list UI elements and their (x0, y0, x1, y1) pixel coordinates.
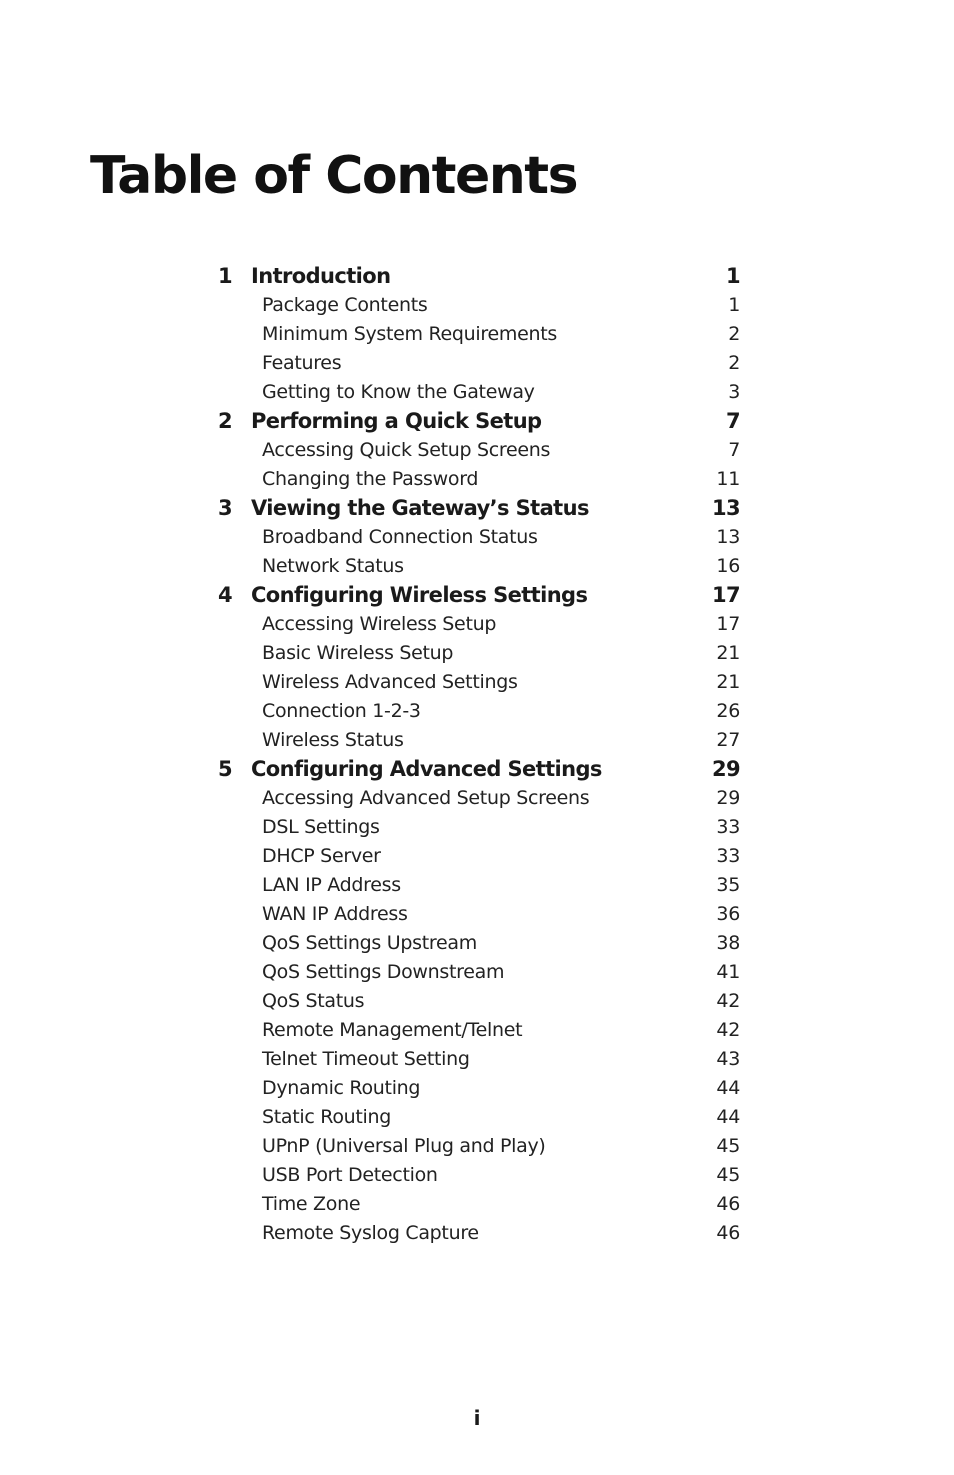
toc-section-entry[interactable] (218, 320, 740, 349)
table-of-contents (218, 262, 740, 1248)
toc-section-entry[interactable] (218, 842, 740, 871)
chapter-title: Configuring Wireless Settings (251, 583, 588, 607)
page-ref: 45 (716, 1164, 740, 1186)
page-title: Table of Contents (90, 146, 578, 206)
section-title: Network Status (262, 555, 404, 577)
section-title: QoS Settings Downstream (262, 961, 505, 983)
page-ref: 38 (716, 932, 740, 954)
chapter-number: 5 (218, 757, 233, 781)
chapter-number: 3 (218, 496, 233, 520)
section-title: Wireless Status (262, 729, 404, 751)
chapter-number: 1 (218, 264, 233, 288)
page-ref: 13 (716, 526, 740, 548)
toc-section-entry[interactable] (218, 784, 740, 813)
toc-section-entry[interactable] (218, 668, 740, 697)
page-ref: 17 (716, 613, 740, 635)
page-ref: 1 (728, 294, 740, 316)
toc-section-entry[interactable] (218, 929, 740, 958)
section-title: Minimum System Requirements (262, 323, 557, 345)
section-title: QoS Status (262, 990, 365, 1012)
section-title: Accessing Wireless Setup (262, 613, 497, 635)
toc-section-entry[interactable] (218, 813, 740, 842)
section-title: Remote Management/Telnet (262, 1019, 523, 1041)
page-ref: 21 (716, 642, 740, 664)
toc-section-entry[interactable] (218, 1016, 740, 1045)
toc-section-entry[interactable] (218, 1161, 740, 1190)
section-title: Time Zone (262, 1193, 361, 1215)
toc-section-entry[interactable] (218, 378, 740, 407)
toc-section-entry[interactable] (218, 1103, 740, 1132)
toc-section-entry[interactable] (218, 1190, 740, 1219)
section-title: Connection 1-2-3 (262, 700, 421, 722)
section-title: Remote Syslog Capture (262, 1222, 479, 1244)
chapter-title: Configuring Advanced Settings (251, 757, 602, 781)
page-ref: 26 (716, 700, 740, 722)
toc-section-entry[interactable] (218, 900, 740, 929)
page-ref: 2 (728, 323, 740, 345)
page-ref: 7 (725, 409, 740, 433)
toc-chapter-entry[interactable] (218, 755, 740, 784)
section-title: Getting to Know the Gateway (262, 381, 535, 403)
section-title: Wireless Advanced Settings (262, 671, 518, 693)
toc-section-entry[interactable] (218, 639, 740, 668)
section-title: Features (262, 352, 342, 374)
page-ref: 2 (728, 352, 740, 374)
chapter-title: Viewing the Gateway’s Status (251, 496, 589, 520)
toc-section-entry[interactable] (218, 1074, 740, 1103)
toc-section-entry[interactable] (218, 349, 740, 378)
page-ref: 33 (716, 816, 740, 838)
section-title: UPnP (Universal Plug and Play) (262, 1135, 546, 1157)
page-ref: 1 (725, 264, 740, 288)
toc-section-entry[interactable] (218, 1045, 740, 1074)
section-title: WAN IP Address (262, 903, 408, 925)
toc-chapter-entry[interactable] (218, 581, 740, 610)
chapter-number: 2 (218, 409, 233, 433)
section-title: Broadband Connection Status (262, 526, 538, 548)
page-ref: 41 (716, 961, 740, 983)
toc-section-entry[interactable] (218, 726, 740, 755)
toc-section-entry[interactable] (218, 610, 740, 639)
page-ref: 44 (716, 1106, 740, 1128)
page-ref: 44 (716, 1077, 740, 1099)
section-title: Telnet Timeout Setting (262, 1048, 470, 1070)
page-ref: 27 (716, 729, 740, 751)
page-ref: 46 (716, 1222, 740, 1244)
page-ref: 29 (711, 757, 740, 781)
page-ref: 46 (716, 1193, 740, 1215)
toc-section-entry[interactable] (218, 1132, 740, 1161)
section-title: Dynamic Routing (262, 1077, 421, 1099)
toc-section-entry[interactable] (218, 1219, 740, 1248)
section-title: DHCP Server (262, 845, 381, 867)
page-ref: 45 (716, 1135, 740, 1157)
section-title: Accessing Quick Setup Screens (262, 439, 551, 461)
section-title: Package Contents (262, 294, 428, 316)
section-title: LAN IP Address (262, 874, 401, 896)
toc-section-entry[interactable] (218, 523, 740, 552)
page-ref: 36 (716, 903, 740, 925)
section-title: Changing the Password (262, 468, 479, 490)
page-ref: 35 (716, 874, 740, 896)
page-ref: 42 (716, 1019, 740, 1041)
chapter-title: Performing a Quick Setup (251, 409, 542, 433)
section-title: QoS Settings Upstream (262, 932, 477, 954)
chapter-title: Introduction (251, 264, 391, 288)
toc-chapter-entry[interactable] (218, 407, 740, 436)
page-number: i (473, 1406, 481, 1430)
page-ref: 42 (716, 990, 740, 1012)
toc-chapter-entry[interactable] (218, 262, 740, 291)
section-title: Accessing Advanced Setup Screens (262, 787, 590, 809)
toc-section-entry[interactable] (218, 958, 740, 987)
toc-section-entry[interactable] (218, 987, 740, 1016)
page-ref: 21 (716, 671, 740, 693)
toc-section-entry[interactable] (218, 697, 740, 726)
page-ref: 7 (728, 439, 740, 461)
page-ref: 33 (716, 845, 740, 867)
page-ref: 29 (716, 787, 740, 809)
page-ref: 16 (716, 555, 740, 577)
page-ref: 13 (711, 496, 740, 520)
page-ref: 11 (716, 468, 740, 490)
toc-section-entry[interactable] (218, 552, 740, 581)
chapter-number: 4 (218, 583, 233, 607)
toc-section-entry[interactable] (218, 291, 740, 320)
toc-section-entry[interactable] (218, 465, 740, 494)
toc-section-entry[interactable] (218, 436, 740, 465)
section-title: Basic Wireless Setup (262, 642, 454, 664)
page-ref: 17 (711, 583, 740, 607)
page-ref: 3 (728, 381, 740, 403)
page-ref: 43 (716, 1048, 740, 1070)
toc-section-entry[interactable] (218, 871, 740, 900)
section-title: DSL Settings (262, 816, 380, 838)
section-title: USB Port Detection (262, 1164, 438, 1186)
toc-chapter-entry[interactable] (218, 494, 740, 523)
section-title: Static Routing (262, 1106, 392, 1128)
